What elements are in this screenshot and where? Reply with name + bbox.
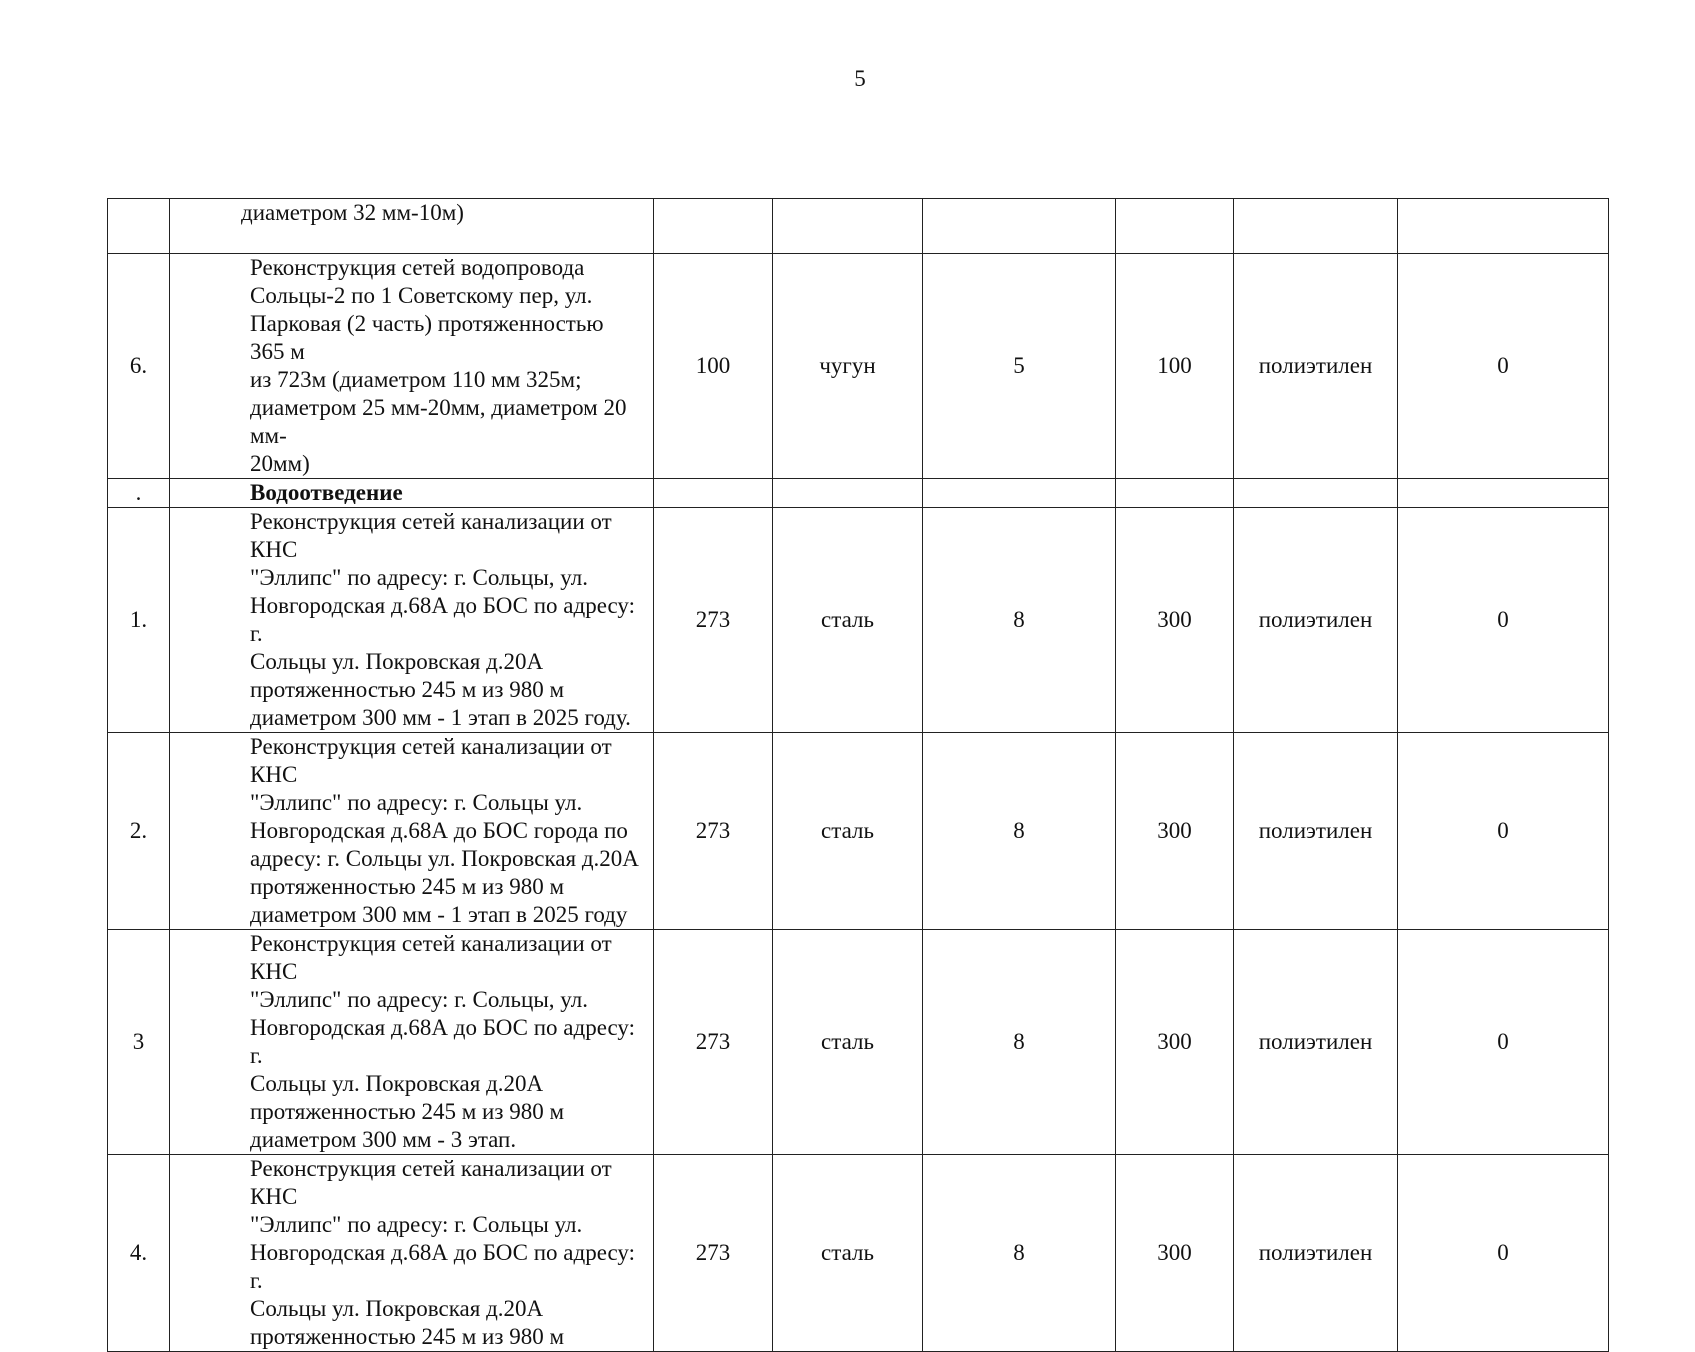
- empty-cell: [1116, 479, 1234, 508]
- diameter-cell: 273: [654, 1155, 773, 1352]
- wear-cell: 8: [923, 508, 1116, 733]
- empty-cell: [654, 479, 773, 508]
- diameter-cell: 273: [654, 930, 773, 1155]
- value-cell: [773, 199, 923, 254]
- wear-cell: 8: [923, 733, 1116, 930]
- row-number-cell: 1.: [108, 508, 170, 733]
- description-cell: Реконструкция сетей канализации от КНС "Эллипс" по адресу: г. Сольцы ул. Новгородская д.68А до БОС по адресу: г. Сольцы ул. Покровская д.20А протяженностью 245 м из 980 м: [170, 1155, 654, 1352]
- new-wear-cell: 0: [1398, 1155, 1609, 1352]
- material-cell: чугун: [773, 254, 923, 479]
- page-number: 5: [854, 66, 866, 91]
- new-wear-cell: 0: [1398, 930, 1609, 1155]
- description-cell: диаметром 32 мм-10м): [170, 199, 654, 254]
- row-number-cell: [108, 199, 170, 254]
- wear-cell: 8: [923, 1155, 1116, 1352]
- section-number-cell: .: [108, 479, 170, 508]
- new-material-cell: полиэтилен: [1234, 508, 1398, 733]
- table-row: [108, 254, 1609, 479]
- description-cell: Реконструкция сетей водопровода Сольцы-2 по 1 Советскому пер, ул. Парковая (2 часть) протяженностью 365 м из 723м (диаметром 110 мм 325м; диаметром 25 мм-20мм, диаметром 20 мм- 20мм): [170, 254, 654, 479]
- value-cell: [654, 199, 773, 254]
- table-row: [108, 930, 1609, 1155]
- new-diameter-cell: 300: [1116, 508, 1234, 733]
- value-cell: [923, 199, 1116, 254]
- table-row: [108, 733, 1609, 930]
- empty-cell: [773, 479, 923, 508]
- empty-cell: [1398, 479, 1609, 508]
- new-wear-cell: 0: [1398, 733, 1609, 930]
- table-row-continuation: [108, 199, 1609, 254]
- row-number-cell: 2.: [108, 733, 170, 930]
- wear-cell: 8: [923, 930, 1116, 1155]
- empty-cell: [1234, 479, 1398, 508]
- new-wear-cell: 0: [1398, 254, 1609, 479]
- material-cell: сталь: [773, 508, 923, 733]
- value-cell: [1116, 199, 1234, 254]
- row-number-cell: 6.: [108, 254, 170, 479]
- new-diameter-cell: 100: [1116, 254, 1234, 479]
- row-number-cell: 3: [108, 930, 170, 1155]
- value-cell: [1398, 199, 1609, 254]
- description-cell: Реконструкция сетей канализации от КНС "Эллипс" по адресу: г. Сольцы, ул. Новгородская д.68А до БОС по адресу: г. Сольцы ул. Покровская д.20А протяженностью 245 м из 980 м диаметром 300 мм - 3 этап.: [170, 930, 654, 1155]
- new-diameter-cell: 300: [1116, 930, 1234, 1155]
- new-diameter-cell: 300: [1116, 733, 1234, 930]
- section-row: [108, 479, 1609, 508]
- new-wear-cell: 0: [1398, 508, 1609, 733]
- material-cell: сталь: [773, 1155, 923, 1352]
- section-title: Водоотведение: [170, 479, 654, 508]
- table-row: [108, 1155, 1609, 1352]
- material-cell: сталь: [773, 930, 923, 1155]
- wear-cell: 5: [923, 254, 1116, 479]
- new-material-cell: полиэтилен: [1234, 254, 1398, 479]
- empty-cell: [923, 479, 1116, 508]
- reconstruction-table: [107, 198, 1609, 1352]
- table-row: [108, 508, 1609, 733]
- diameter-cell: 273: [654, 733, 773, 930]
- new-material-cell: полиэтилен: [1234, 1155, 1398, 1352]
- material-cell: сталь: [773, 733, 923, 930]
- diameter-cell: 100: [654, 254, 773, 479]
- description-cell: Реконструкция сетей канализации от КНС "Эллипс" по адресу: г. Сольцы ул. Новгородская д.68А до БОС города по адресу: г. Сольцы ул. Покровская д.20А протяженностью 245 м из 980 м диаметром 300 мм - 1 этап в 2025 году: [170, 733, 654, 930]
- diameter-cell: 273: [654, 508, 773, 733]
- new-diameter-cell: 300: [1116, 1155, 1234, 1352]
- row-number-cell: 4.: [108, 1155, 170, 1352]
- value-cell: [1234, 199, 1398, 254]
- new-material-cell: полиэтилен: [1234, 733, 1398, 930]
- new-material-cell: полиэтилен: [1234, 930, 1398, 1155]
- description-cell: Реконструкция сетей канализации от КНС "Эллипс" по адресу: г. Сольцы, ул. Новгородская д.68А до БОС по адресу: г. Сольцы ул. Покровская д.20А протяженностью 245 м из 980 м диаметром 300 мм - 1 этап в 2025 году.: [170, 508, 654, 733]
